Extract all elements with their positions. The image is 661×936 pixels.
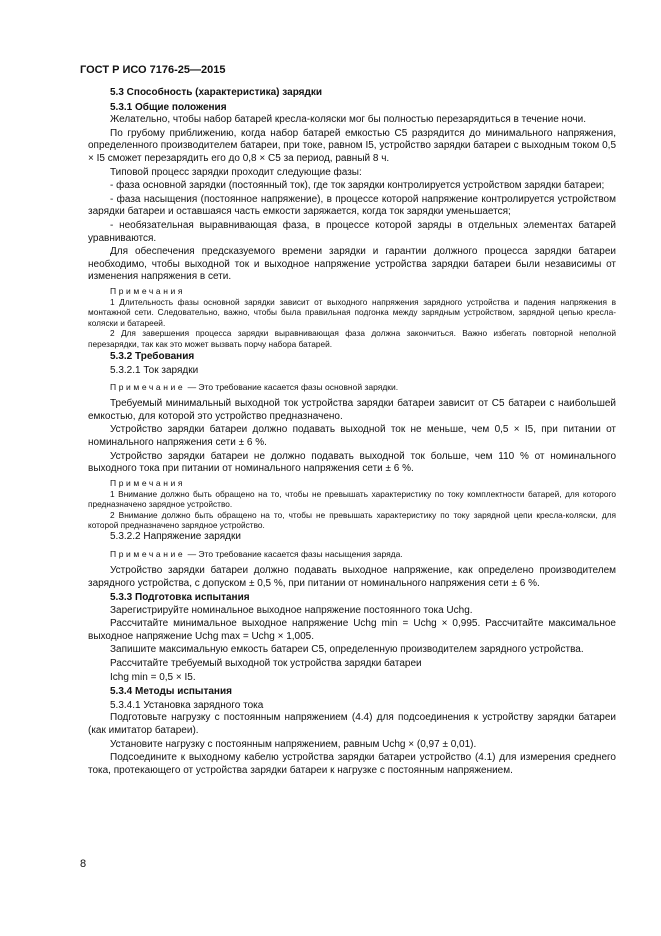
paragraph: Подсоедините к выходному кабелю устройства зарядки батареи устройство (4.1) для измерения среднего тока, протекающего от устройства зарядки батареи к нагрузке с постоянным напряжением.: [88, 752, 616, 776]
note-text: — Это требование касается фазы насыщения заряда.: [185, 548, 403, 559]
page-number: 8: [80, 858, 87, 870]
paragraph: Запишите максимальную емкость батареи C5, определенную производителем зарядного устройства.: [110, 644, 584, 656]
note-text: — Это требование касается фазы основной зарядки.: [185, 382, 399, 393]
section-5-3-heading: 5.3 Способность (характеристика) зарядки: [110, 87, 323, 98]
section-5-3-4-1-heading: 5.3.4.1 Установка зарядного тока: [110, 699, 264, 711]
paragraph: - фаза насыщения (постоянное напряжение), в процессе которой напряжение контролируется устройством зарядки батареи и оставшаяся часть емкости заряжается, когда ток зарядки уменьшается;: [88, 193, 616, 218]
paragraph: Желательно, чтобы набор батарей кресла-коляски мог бы полностью перезарядиться в течение ночи.: [110, 114, 586, 126]
paragraph: - фаза основной зарядки (постоянный ток), где ток зарядки контролируется устройством зарядки батареи;: [110, 180, 605, 192]
paragraph: Типовой процесс зарядки проходит следующие фазы:: [110, 166, 362, 178]
paragraph: Устройство зарядки батареи должно подавать выходной ток не меньше, чем 0,5 × I5, при питании от номинального напряжения сети ± 6 %.: [88, 424, 616, 448]
inline-note: [110, 381, 616, 393]
notes-heading: Примечания: [110, 477, 186, 488]
paragraph: Устройство зарядки батареи должно подавать выходное напряжение, как определено производителем зарядного устройства, с допуском ± 0,5 %, при питании от номинального напряжения сети ± 6 %.: [88, 564, 616, 589]
inline-note: [110, 548, 616, 560]
section-5-3-2-1-heading: 5.3.2.1 Ток зарядки: [110, 364, 199, 376]
document-header: ГОСТ Р ИСО 7176-25—2015: [80, 64, 226, 76]
paragraph: Требуемый минимальный выходной ток устройства зарядки батареи зависит от C5 батареи с наибольшей емкостью, для которой это устройство предназначено.: [88, 398, 616, 422]
paragraph: Рассчитайте требуемый выходной ток устройства зарядки батареи: [110, 658, 422, 670]
paragraph: Для обеспечения предсказуемого времени зарядки и гарантии должного процесса зарядки батареи необходимо, чтобы выходной ток и выходное напряжение устройства зарядки батареи были независимы от изменения напряжения в сети.: [88, 246, 616, 283]
section-5-3-4-heading: 5.3.4 Методы испытания: [110, 686, 232, 698]
note-label: Примечание: [110, 548, 186, 559]
note: 1 Длительность фазы основной зарядки зависит от выходного напряжения зарядного устройства и падения напряжения в монтажной сети. Следовательно, важно, чтобы была правильная подгонка между зарядным устройством, зарядной цепью кресла-коляски и батареей.: [88, 296, 616, 328]
section-5-3-2-2-heading: 5.3.2.2 Напряжение зарядки: [110, 531, 241, 543]
formula: Ichg min = 0,5 × I5.: [110, 671, 196, 683]
note: 2 Внимание должно быть обращено на то, чтобы не превышать характеристику по току зарядной цепи кресла-коляски, для которой предназначено зарядное устройство.: [88, 509, 616, 530]
note-label: Примечание: [110, 382, 186, 393]
note: 1 Внимание должно быть обращено на то, чтобы не превышать характеристику по току комплектности батарей, для которого предназначено зарядное устройство.: [88, 488, 616, 510]
paragraph: Устройство зарядки батареи не должно подавать выходной ток больше, чем 110 % от номинального выходного тока при питании от номинального напряжения сети ± 6 %.: [88, 450, 616, 475]
page-content: [88, 87, 616, 778]
paragraph: Подготовьте нагрузку с постоянным напряжением (4.4) для подсоединения к устройству зарядки батареи (как имитатор батареи).: [88, 712, 616, 737]
note: 2 Для завершения процесса зарядки выравнивающая фаза должна закончиться. Важно избегать повторной неполной перезарядки, так как это может вызвать порчу набора батарей.: [88, 328, 616, 349]
paragraph: - необязательная выравнивающая фаза, в процессе которой заряды в отдельных элементах батарей уравниваются.: [88, 219, 616, 244]
section-5-3-3-heading: 5.3.3 Подготовка испытания: [110, 592, 250, 604]
paragraph: По грубому приближению, когда набор батарей емкостью C5 разрядится до минимального напряжения, определенного производителем батареи, при токе, равном I5, устройство зарядки батареи с выходным током 0,5 × I5 сможет перезарядить его до 0,8 × C5 за период, равный 8 ч.: [88, 127, 616, 164]
paragraph: Установите нагрузку с постоянным напряжением, равным Uchg × (0,97 ± 0,01).: [110, 738, 477, 750]
paragraph: Зарегистрируйте номинальное выходное напряжение постоянного тока Uchg.: [110, 604, 473, 616]
notes-heading: Примечания: [110, 285, 186, 296]
section-5-3-1-heading: 5.3.1 Общие положения: [110, 101, 227, 113]
section-5-3-2-heading: 5.3.2 Требования: [110, 350, 195, 362]
paragraph: Рассчитайте минимальное выходное напряжение Uchg min = Uchg × 0,995. Рассчитайте максимальное выходное напряжение Uchg max = Uchg × 1,005.: [88, 618, 616, 642]
